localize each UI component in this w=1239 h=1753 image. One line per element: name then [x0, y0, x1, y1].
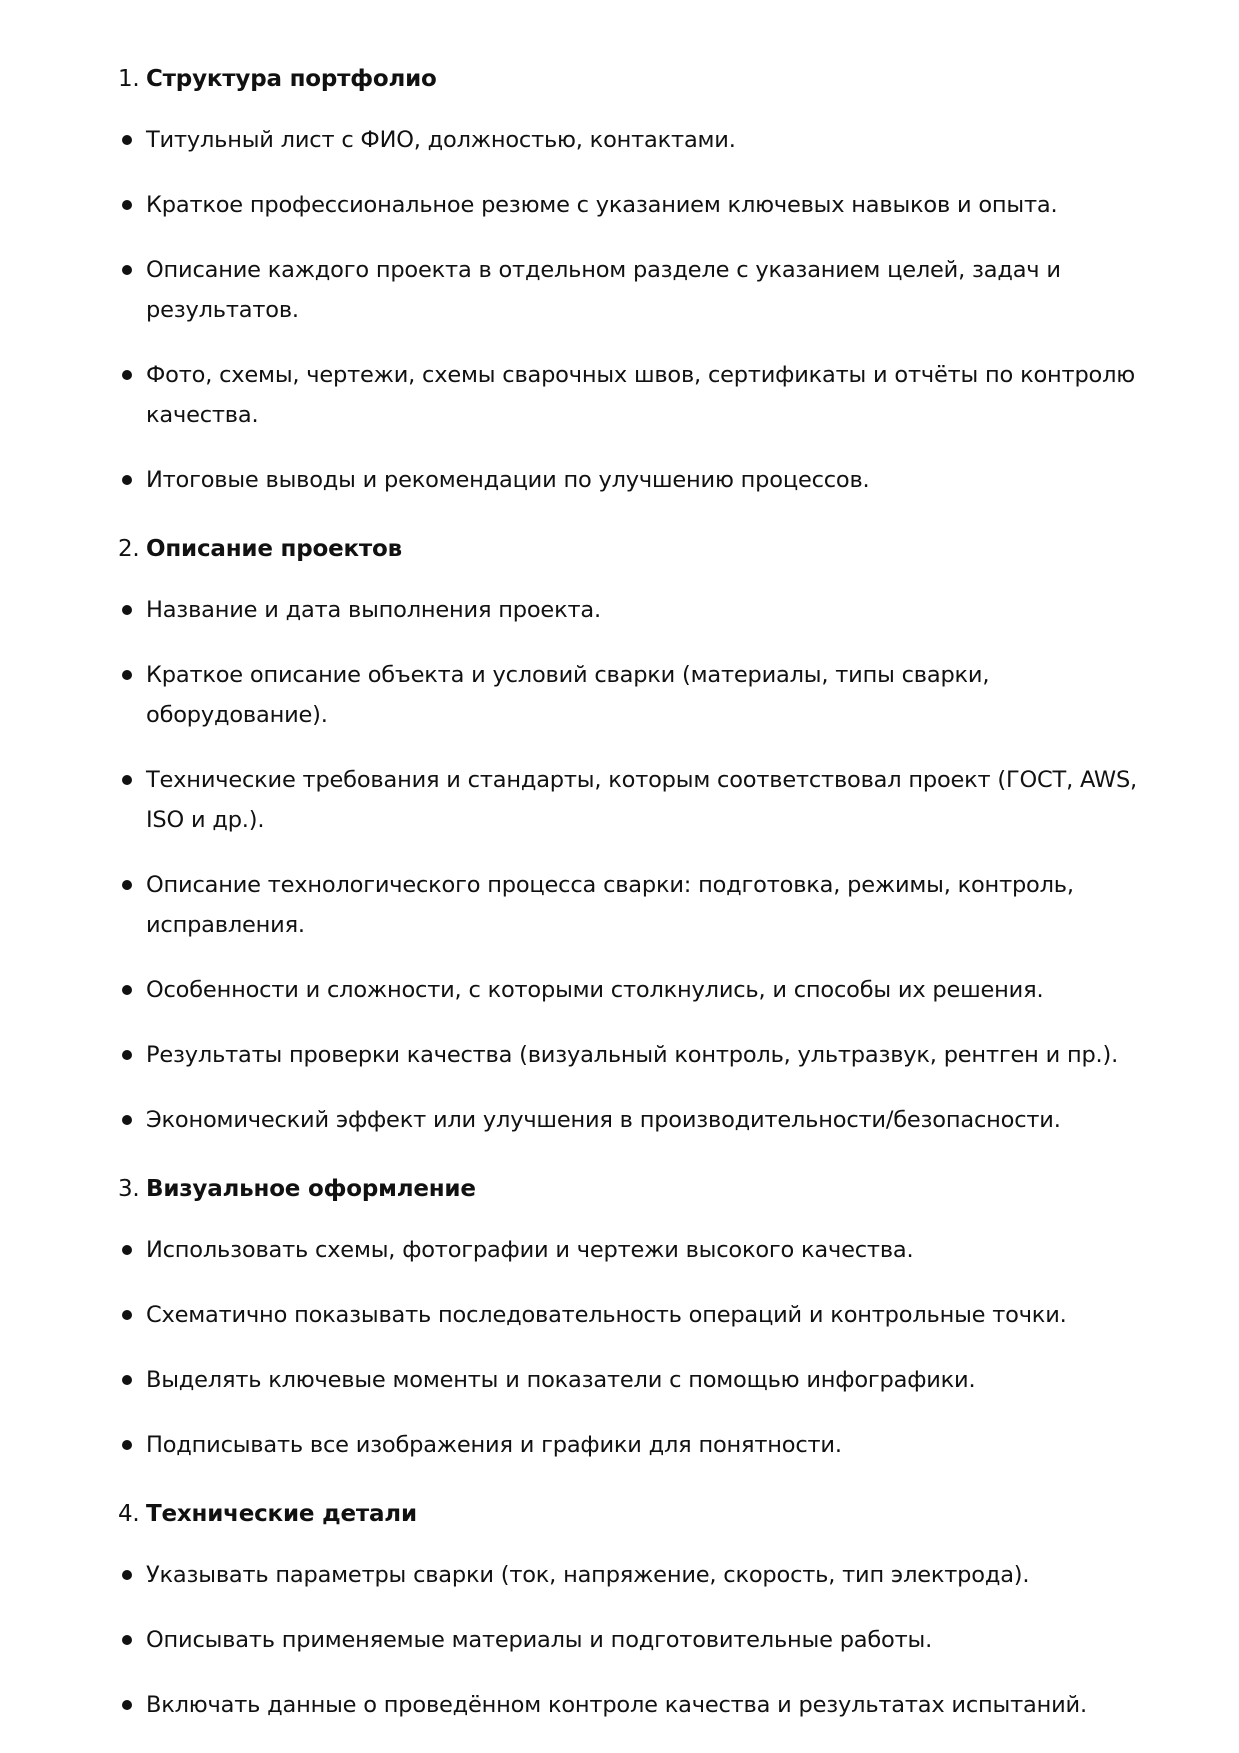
list-item: Краткое описание объекта и условий сварки (материалы, типы сварки, оборудование). — [146, 655, 1166, 735]
list-item: Схематично показывать последовательность операций и контрольные точки. — [146, 1295, 1166, 1335]
list-item: Титульный лист с ФИО, должностью, контактами. — [146, 120, 1166, 160]
list-item: Выделять ключевые моменты и показатели с помощью инфографики. — [146, 1360, 1166, 1400]
section-technical-details — [0, 1490, 1239, 1725]
list-item: Название и дата выполнения проекта. — [146, 590, 1166, 630]
section-heading — [118, 1490, 1239, 1538]
section-number: 4. — [118, 1501, 140, 1527]
section-projects — [0, 525, 1239, 1165]
section-number: 1. — [118, 66, 140, 92]
list-item: Итоговые выводы и рекомендации по улучшению процессов. — [146, 460, 1166, 500]
section-title: Описание проектов — [146, 536, 402, 562]
list-item: Описывать применяемые материалы и подготовительные работы. — [146, 1620, 1166, 1660]
list-item: Особенности и сложности, с которыми столкнулись, и способы их решения. — [146, 970, 1166, 1010]
section-structure — [0, 55, 1239, 525]
list-item: Результаты проверки качества (визуальный контроль, ультразвук, рентген и пр.). — [146, 1035, 1166, 1075]
section-number: 3. — [118, 1176, 140, 1202]
section-title: Технические детали — [146, 1501, 417, 1527]
section-heading — [118, 1165, 1239, 1213]
list-item: Указывать параметры сварки (ток, напряжение, скорость, тип электрода). — [146, 1555, 1166, 1595]
section-title: Структура портфолио — [146, 66, 437, 92]
section-visual-design — [0, 1165, 1239, 1490]
list-item: Технические требования и стандарты, которым соответствовал проект (ГОСТ, AWS, ISO и др.). — [146, 760, 1166, 840]
section-number: 2. — [118, 536, 140, 562]
list-item: Экономический эффект или улучшения в производительности/безопасности. — [146, 1100, 1166, 1140]
list-item: Включать данные о проведённом контроле качества и результатах испытаний. — [146, 1685, 1166, 1725]
section-title: Визуальное оформление — [146, 1176, 476, 1202]
list-item: Описание каждого проекта в отдельном разделе с указанием целей, задач и результатов. — [146, 250, 1166, 330]
list-item: Краткое профессиональное резюме с указанием ключевых навыков и опыта. — [146, 185, 1166, 225]
list-item: Фото, схемы, чертежи, схемы сварочных швов, сертификаты и отчёты по контролю качества. — [146, 355, 1166, 435]
section-heading — [118, 55, 1239, 103]
list-item: Подписывать все изображения и графики для понятности. — [146, 1425, 1166, 1465]
list-item: Использовать схемы, фотографии и чертежи высокого качества. — [146, 1230, 1166, 1270]
list-item: Описание технологического процесса сварки: подготовка, режимы, контроль, исправления. — [146, 865, 1166, 945]
section-heading — [118, 525, 1239, 573]
